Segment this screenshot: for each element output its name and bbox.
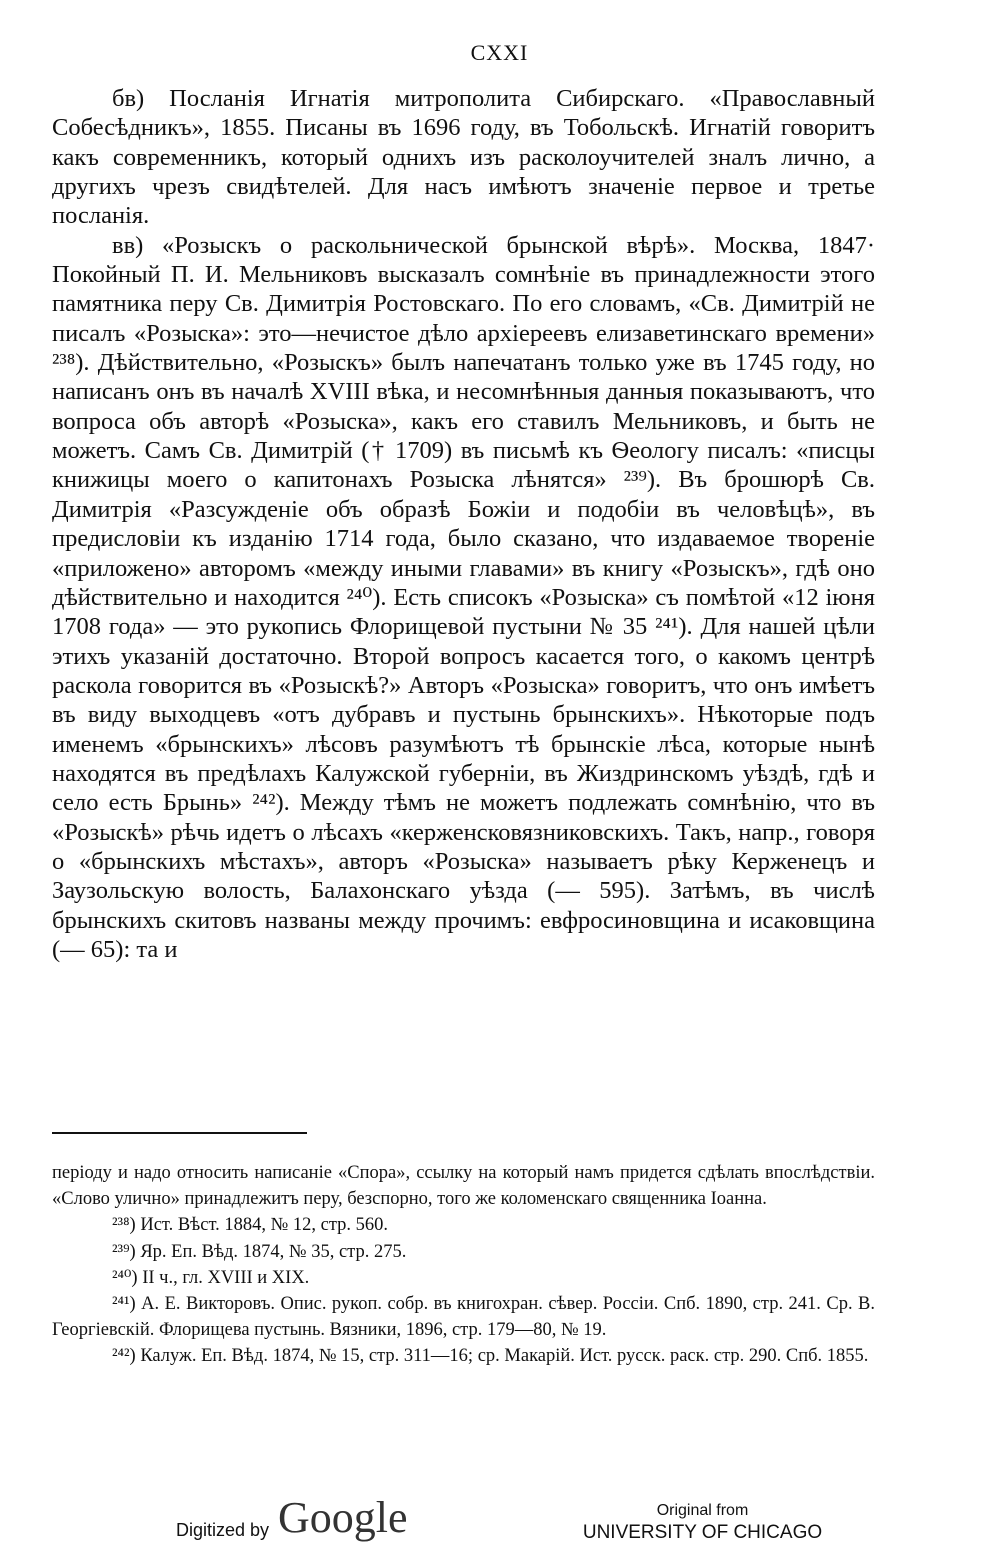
footnote-238: ²³⁸) Ист. Вѣст. 1884, № 12, стр. 560.: [112, 1215, 389, 1236]
footnote-continuation: періоду и надо относить написаніе «Спора», ссылку на который намъ придется сдѣлать впослѣдствіи. «Слово улично» принадлежитъ перу, безспорно, того же коломенскаго священника Іоанна.: [52, 1163, 875, 1210]
footnote-242: ²⁴²) Калуж. Еп. Вѣд. 1874, № 15, стр. 311—16; ср. Макарій. Ист. русск. раск. стр. 290. Спб. 1855.: [112, 1346, 869, 1367]
paragraph-vv: вв) «Розыскъ о раскольнической брынской вѣрѣ». Москва, 1847· Покойный П. И. Мельниковъ высказалъ сомнѣніе въ принадлежности этого памятника перу Св. Димитрія Ростовскаго. По его словамъ, «Св. Димитрій не писалъ «Розыска»: это—нечистое дѣло архіереевъ елизаветинскаго времени» ²³⁸). Дѣйствительно, «Розыскъ» былъ напечатанъ только уже въ 1745 году, но написанъ онъ въ началѣ XVIII вѣка, и несомнѣнныя данныя показываютъ, что вопроса объ авторѣ «Розыска», какъ его ставилъ Мельниковъ, и быть не можетъ. Самъ Св. Димитрій († 1709) въ письмѣ къ Ѳеологу писалъ: «писцы книжицы моего о капитонахъ Розыска лѣнятся» ²³⁹). Въ брошюрѣ Св. Димитрія «Разсужденіе объ образѣ Божіи и подобіи въ человѣцѣ», въ предисловіи къ изданію 1714 года, было сказано, что издаваемое твореніе «приложено» авторомъ «между иными главами» въ книгу «Розыскъ», гдѣ оно дѣйствительно и находится ²⁴⁰). Есть списокъ «Розыска» съ помѣтой «12 іюня 1708 года» — это рукопись Флорищевой пустыни № 35 ²⁴¹). Для нашей цѣли этихъ указаній достаточно. Второй вопросъ касается того, о какомъ центрѣ раскола говорится въ «Розыскѣ?» Авторъ «Розыска» говоритъ, что онъ имѣетъ въ виду выходцевъ «отъ дубравъ и пустынь брынскихъ». Нѣкоторые подъ именемъ «брынскихъ» лѣсовъ разумѣютъ тѣ брынскіе лѣса, которые нынѣ находятся въ предѣлахъ Калужской губерніи, въ Жиздринскомъ уѣздѣ, гдѣ и село есть Брынь» ²⁴²). Между тѣмъ не можетъ подлежать сомнѣнію, что въ «Розыскѣ» рѣчь идетъ о лѣсахъ «керженсковязниковскихъ. Такъ, напр., говоря о «брынскихъ мѣстахъ», авторъ «Розыска» называетъ рѣку Керженецъ и Заузольскую волость, Балахонскаго уѣзда (— 595). Затѣмъ, въ числѣ брынскихъ скитовъ названы между прочимъ: евфросиновщина и исаковщина (— 65): та и: [52, 231, 875, 963]
paragraph-bv: бв) Посланія Игнатія митрополита Сибирскаго. «Православный Собесѣдникъ», 1855. Писаны въ 1696 году, въ Тобольскѣ. Игнатій говоритъ какъ современникъ, который однихъ изъ расколоучителей зналъ лично, а другихъ чрезъ свидѣтелей. Для насъ имѣютъ значеніе первое и третье посланія.: [52, 85, 875, 230]
institution-name: UNIVERSITY OF CHICAGO: [582, 1522, 823, 1543]
footnote-240: ²⁴⁰) II ч., гл. XVIII и XIX.: [112, 1267, 310, 1288]
footnote-241: ²⁴¹) А. Е. Викторовъ. Опис. рукоп. собр. въ книгохран. сѣвер. Россіи. Спб. 1890, стр. 241. Ср. В. Георгіевскій. Флорищева пустынь. Вязники, 1896, стр. 179—80, № 19.: [52, 1294, 875, 1341]
digitization-footer: [0, 1492, 999, 1552]
page-number: CXXI: [470, 40, 529, 65]
digitized-by-label: Digitized by: [176, 1520, 270, 1540]
main-text: [52, 84, 875, 964]
footnotes: [52, 1160, 875, 1370]
google-logo: Google: [278, 1493, 408, 1542]
original-from-label: Original from: [656, 1502, 749, 1519]
footnote-239: ²³⁹) Яр. Еп. Вѣд. 1874, № 35, стр. 275.: [112, 1241, 407, 1262]
footnote-separator: [52, 1132, 307, 1134]
